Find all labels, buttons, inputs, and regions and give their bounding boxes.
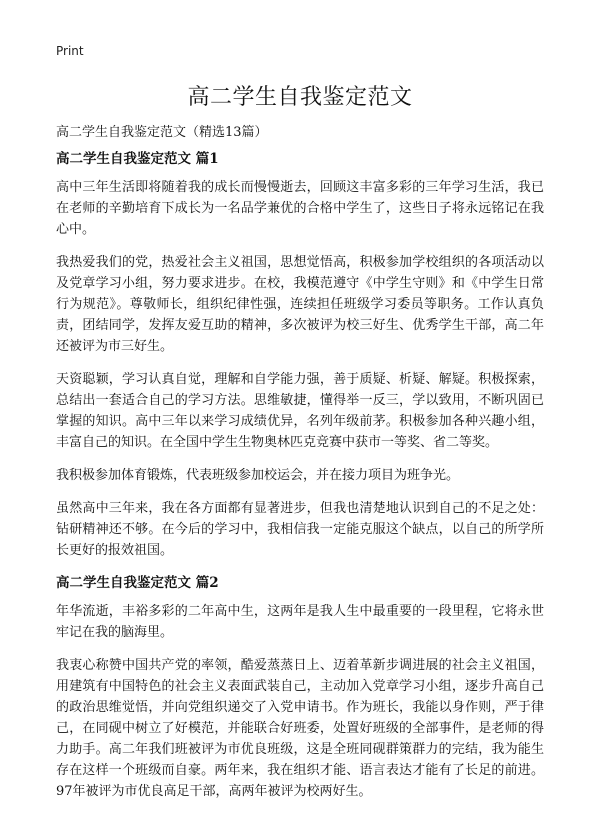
section-heading: 高二学生自我鉴定范文 篇2 — [56, 575, 219, 591]
section-1 — [56, 149, 544, 561]
paragraph: 年华流逝，丰裕多彩的二年高中生，这两年是我人生中最重要的一段里程，它将永世牢记在我的脑海里。 — [56, 604, 544, 640]
document-title: 高二学生自我鉴定范文 — [187, 85, 413, 110]
paragraph: 天资聪颖，学习认真自觉，理解和自学能力强，善于质疑、析疑、解疑。积极探索，总结出一套适合自己的学习方法。思维敏捷，懂得举一反三，学以致用，不断巩固已掌握的知识。高中三年以来学习成绩优异，名列年级前茅。积极参加各种兴趣小组，丰富自己的知识。在全国中学生生物奥林匹克竞赛中获市一等奖、省二等奖。 — [56, 372, 544, 450]
paragraph: 我热爱我们的党，热爱社会主义祖国，思想觉悟高，积极参加学校组织的各项活动以及党章学习小组，努力要求进步。在校，我模范遵守《中学生守则》和《中学生日常行为规范》。尊敬师长，组织纪律性强，连续担任班级学习委员等职务。工作认真负责，团结同学，发挥友爱互助的精神，多次被评为校三好生、优秀学生干部，高二年还被评为市三好生。 — [56, 255, 544, 354]
paragraph: 虽然高中三年来，我在各方面都有显著进步，但我也清楚地认识到自己的不足之处：钻研精神还不够。在今后的学习中，我相信我一定能克服这个缺点，以自己的所学所长更好的报效祖国。 — [56, 501, 544, 558]
section-heading: 高二学生自我鉴定范文 篇1 — [56, 151, 219, 167]
document-subtitle: 高二学生自我鉴定范文（精选13篇） — [56, 125, 268, 140]
paragraph: 我积极参加体育锻炼，代表班级参加校运会，并在接力项目为班争光。 — [56, 468, 460, 483]
document-content — [56, 149, 544, 814]
print-link[interactable]: Print — [56, 44, 84, 58]
section-2 — [56, 573, 544, 802]
paragraph: 高中三年生活即将随着我的成长而慢慢逝去，回顾这丰富多彩的三年学习生活，我已在老师的辛勤培育下成长为一名品学兼优的合格中学生了，这些日子将永远铭记在我心中。 — [56, 180, 544, 237]
paragraph: 我衷心称赞中国共产党的率领，酷爱蒸蒸日上、迈着革新步调进展的社会主义祖国，用建筑有中国特色的社会主义表面武装自己，主动加入党章学习小组，逐步升高自己的政治思维觉悟，并向党组织递交了入党申请书。作为班长，我能以身作则，严于律己，在同砚中树立了好模范，并能联合好班委，处置好班级的全部事件，是老师的得力助手。高二年我们班被评为市优良班级，这是全班同砚群策群力的完结，我为能生存在这样一个班级而自豪。两年来，我在组织才能、语言表达才能有了长足的前进。97年被评为市优良高足干部，高两年被评为校两好生。 — [56, 658, 544, 799]
